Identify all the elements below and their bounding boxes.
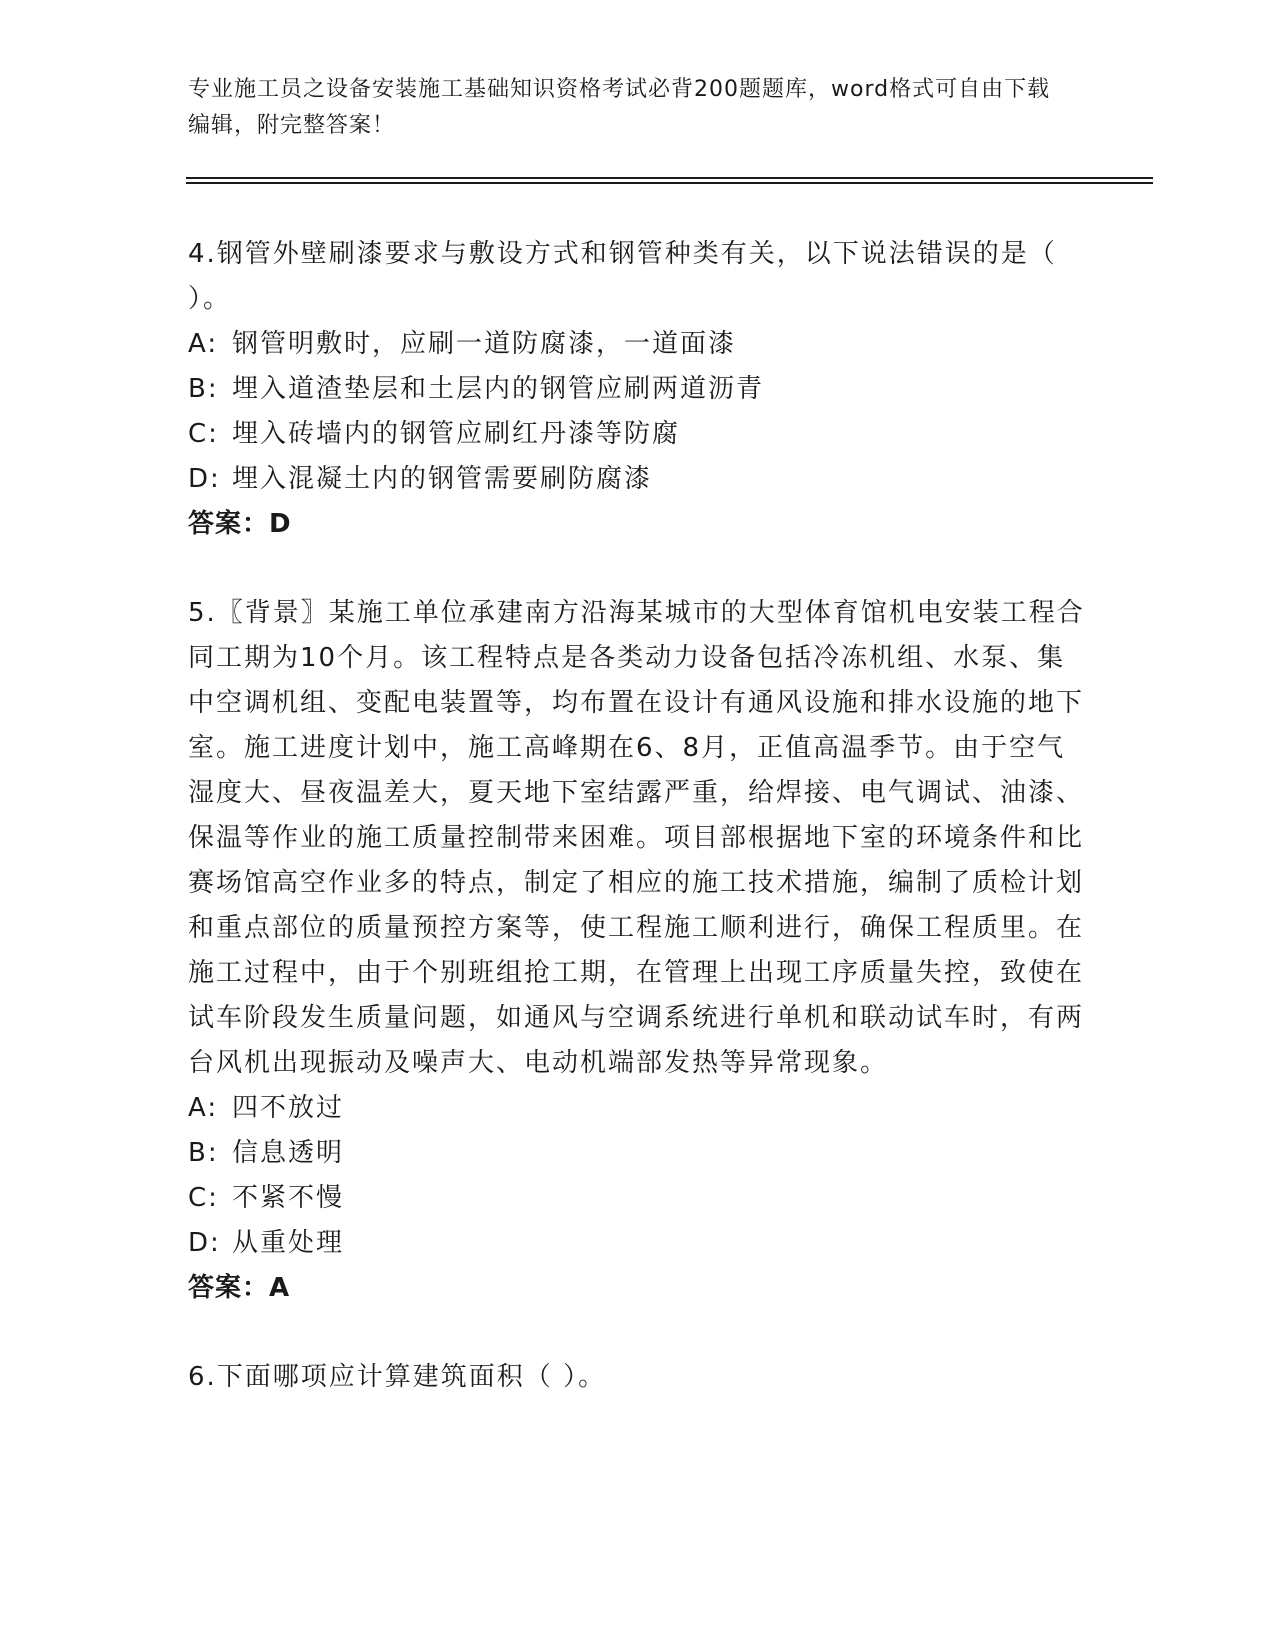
- option-text: 不紧不慢: [232, 1183, 345, 1213]
- question-text: 6.下面哪项应计算建筑面积（ ）。: [188, 1362, 607, 1392]
- option-text: 埋入道渣垫层和土层内的钢管应刷两道沥青: [232, 374, 765, 404]
- question-text: 5.〖背景〗某施工单位承建南方沿海某城市的大型体育馆机电安装工程合同工期为10个月。该工程特点是各类动力设备包括冷冻机组、水泵、集中空调机组、变配电装置等，均布置在设计有通风设施和排水设施的地下室。施工进度计划中，施工高峰期在6、8月，正值高温季节。由于空气湿度大、昼夜温差大，夏天地下室结露严重，给焊接、电气调试、油漆、保温等作业的施工质量控制带来困难。项目部根据地下室的环境条件和比赛场馆高空作业多的特点，制定了相应的施工技术措施，编制了质检计划和重点部位的质量预控方案等，使工程施工顺利进行，确保工程质里。在施工过程中，由于个别班组抢工期，在管理上出现工序质量失控，致使在试车阶段发生质量问题，如通风与空调系统进行单机和联动试车时，有两台风机出现振动及噪声大、电动机端部发热等异常现象。: [188, 598, 1085, 1078]
- option-letter: A:: [188, 329, 219, 359]
- question-6: [188, 1355, 1088, 1400]
- option-letter: A:: [188, 1093, 219, 1123]
- option-d: [188, 1221, 1088, 1266]
- option-text: 埋入混凝土内的钢管需要刷防腐漆: [232, 464, 653, 494]
- question-list: [188, 232, 1088, 1444]
- option-d: [188, 457, 1088, 502]
- option-a: [188, 1086, 1088, 1131]
- header-rule-bottom: [186, 182, 1153, 184]
- option-letter: D:: [188, 1228, 221, 1258]
- answer-label: 答案：D: [188, 509, 292, 539]
- option-b: [188, 1131, 1088, 1176]
- option-letter: C:: [188, 419, 219, 449]
- document-title: 专业施工员之设备安装施工基础知识资格考试必背200题题库，word格式可自由下载编辑，附完整答案！: [188, 77, 1051, 138]
- question-text: 4.钢管外壁刷漆要求与敷设方式和钢管种类有关，以下说法错误的是（ ）。: [188, 239, 1057, 314]
- option-a: [188, 322, 1088, 367]
- option-text: 四不放过: [232, 1093, 345, 1123]
- option-c: [188, 412, 1088, 457]
- option-letter: C:: [188, 1183, 219, 1213]
- option-text: 埋入砖墙内的钢管应刷红丹漆等防腐: [232, 419, 681, 449]
- answer-label: 答案：A: [188, 1273, 291, 1303]
- option-text: 从重处理: [232, 1228, 345, 1258]
- question-5: [188, 591, 1088, 1311]
- question-4: [188, 232, 1088, 547]
- option-letter: B:: [188, 1138, 219, 1168]
- header-rule-top: [186, 177, 1153, 179]
- option-letter: D:: [188, 464, 221, 494]
- document-header: [188, 72, 1068, 144]
- option-text: 钢管明敷时，应刷一道防腐漆，一道面漆: [232, 329, 737, 359]
- option-letter: B:: [188, 374, 219, 404]
- option-text: 信息透明: [232, 1138, 345, 1168]
- option-c: [188, 1176, 1088, 1221]
- option-b: [188, 367, 1088, 412]
